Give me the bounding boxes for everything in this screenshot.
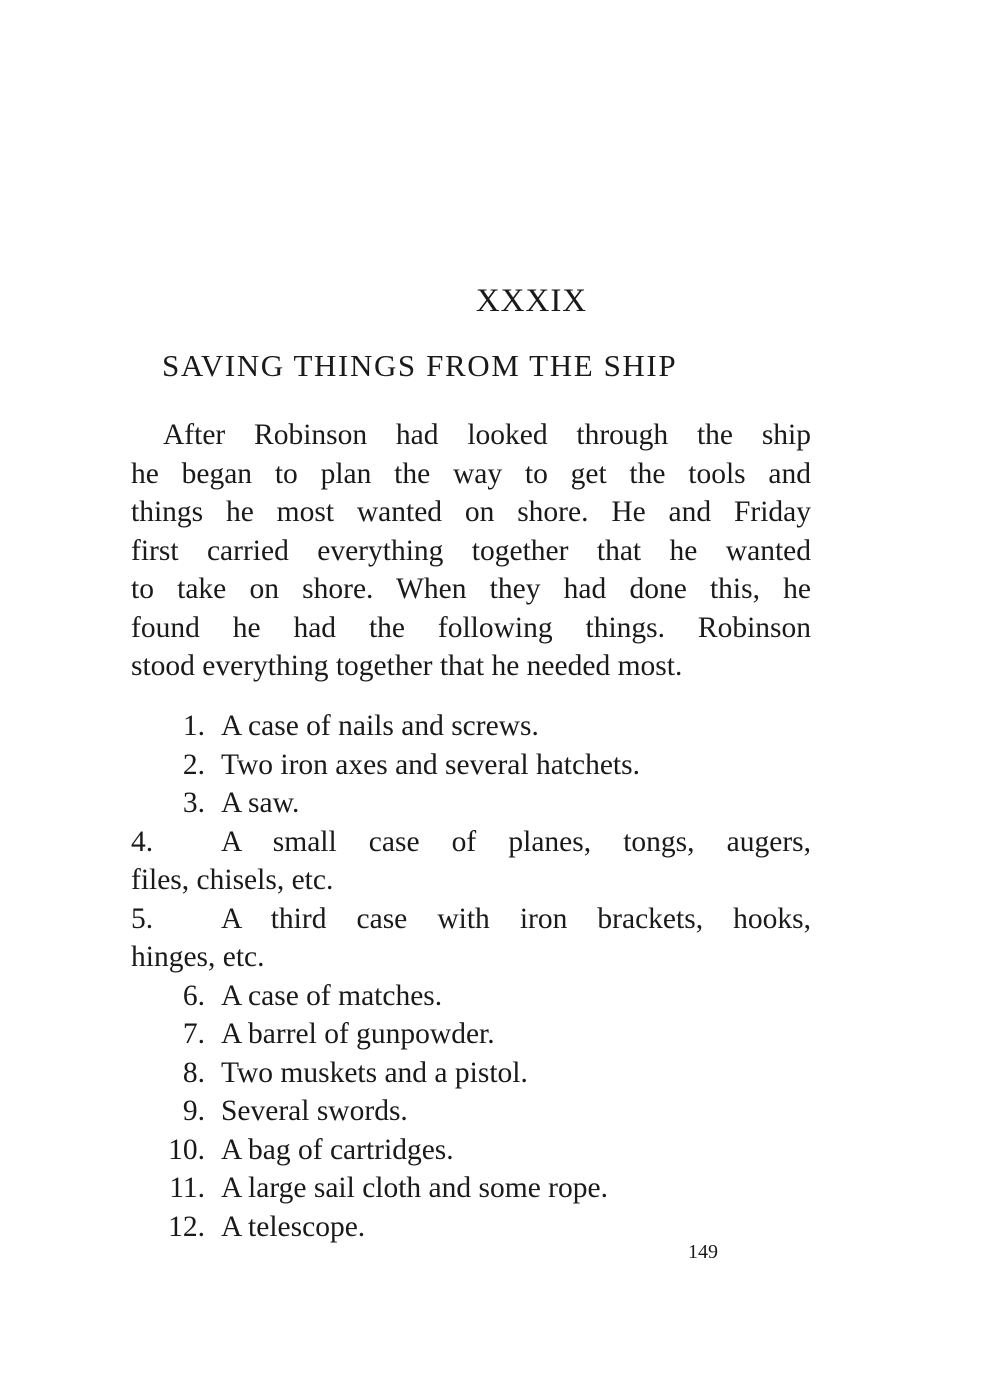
- paragraph-line: stood everything together that he needed most.: [131, 650, 683, 682]
- paragraph-line: first carried everything together that he wanted: [131, 534, 811, 567]
- list-item: [131, 1015, 811, 1054]
- list-item-text: Two muskets and a pistol.: [221, 1056, 528, 1089]
- list-item-first-line: [131, 900, 811, 939]
- list-item-text: A case of matches.: [221, 979, 443, 1012]
- list-item-first-line: [131, 1015, 811, 1054]
- list-item-text: Two iron axes and several hatchets.: [221, 748, 640, 781]
- list-item-text: A small case of planes, tongs, augers,: [221, 825, 811, 858]
- list-item-first-line: [131, 977, 811, 1016]
- list-item-text: A telescope.: [221, 1210, 366, 1243]
- list-item-text: Several swords.: [221, 1095, 408, 1127]
- list-item-first-line: [131, 1092, 811, 1131]
- paragraph-line: to take on shore. When they had done this, he: [131, 573, 811, 605]
- page-number: 149: [688, 1241, 718, 1263]
- list-item-first-line: [131, 707, 811, 746]
- list-item-number: 9.: [182, 1095, 205, 1127]
- list-item-number: 4.: [131, 825, 154, 858]
- list-item-text: A saw.: [221, 787, 300, 819]
- body-paragraph: [131, 416, 811, 686]
- list-item-continuation: files, chisels, etc.: [131, 864, 334, 896]
- chapter-number: XXXIX: [475, 283, 588, 319]
- list-item-number: 5.: [131, 902, 154, 935]
- paragraph-line: found he had the following things. Robinson: [131, 611, 811, 644]
- list-item-text: A third case with iron brackets, hooks,: [221, 902, 811, 935]
- list-item-text: A large sail cloth and some rope.: [221, 1172, 608, 1204]
- list-item: [131, 900, 811, 977]
- list-item-text: A case of nails and screws.: [221, 710, 539, 742]
- list-item: [131, 707, 811, 746]
- list-item-text: A bag of cartridges.: [221, 1133, 454, 1166]
- list-item: [131, 784, 811, 823]
- list-item: [131, 977, 811, 1016]
- paragraph-line: After Robinson had looked through the ship: [163, 419, 811, 451]
- list-item-text: A barrel of gunpowder.: [221, 1018, 495, 1050]
- list-item-first-line: [131, 1131, 811, 1170]
- list-item-first-line: [131, 784, 811, 823]
- list-item-first-line: [131, 823, 811, 862]
- list-item-number: 1.: [182, 710, 205, 742]
- list-item-number: 3.: [182, 787, 205, 819]
- list-item: [131, 746, 811, 785]
- list-item-number: 6.: [182, 979, 205, 1012]
- list-item-first-line: [131, 746, 811, 785]
- paragraph-line: things he most wanted on shore. He and Friday: [131, 496, 811, 528]
- paragraph-line: he began to plan the way to get the tools and: [131, 457, 811, 490]
- list-item-first-line: [131, 1054, 811, 1093]
- list-item-number: 8.: [182, 1056, 205, 1089]
- list-item: [131, 1131, 811, 1170]
- items-list: [131, 707, 811, 1246]
- list-item-number: 10.: [168, 1133, 205, 1166]
- list-item: [131, 1169, 811, 1208]
- list-item-number: 7.: [182, 1018, 205, 1050]
- list-item-continuation: hinges, etc.: [131, 941, 265, 973]
- list-item: [131, 1054, 811, 1093]
- chapter-title: SAVING THINGS FROM THE SHIP: [162, 348, 678, 383]
- list-item: [131, 1092, 811, 1131]
- list-item-number: 11.: [169, 1172, 205, 1204]
- list-item-number: 12.: [168, 1210, 205, 1243]
- list-item-number: 2.: [182, 748, 205, 781]
- list-item: [131, 823, 811, 900]
- list-item-first-line: [131, 1169, 811, 1208]
